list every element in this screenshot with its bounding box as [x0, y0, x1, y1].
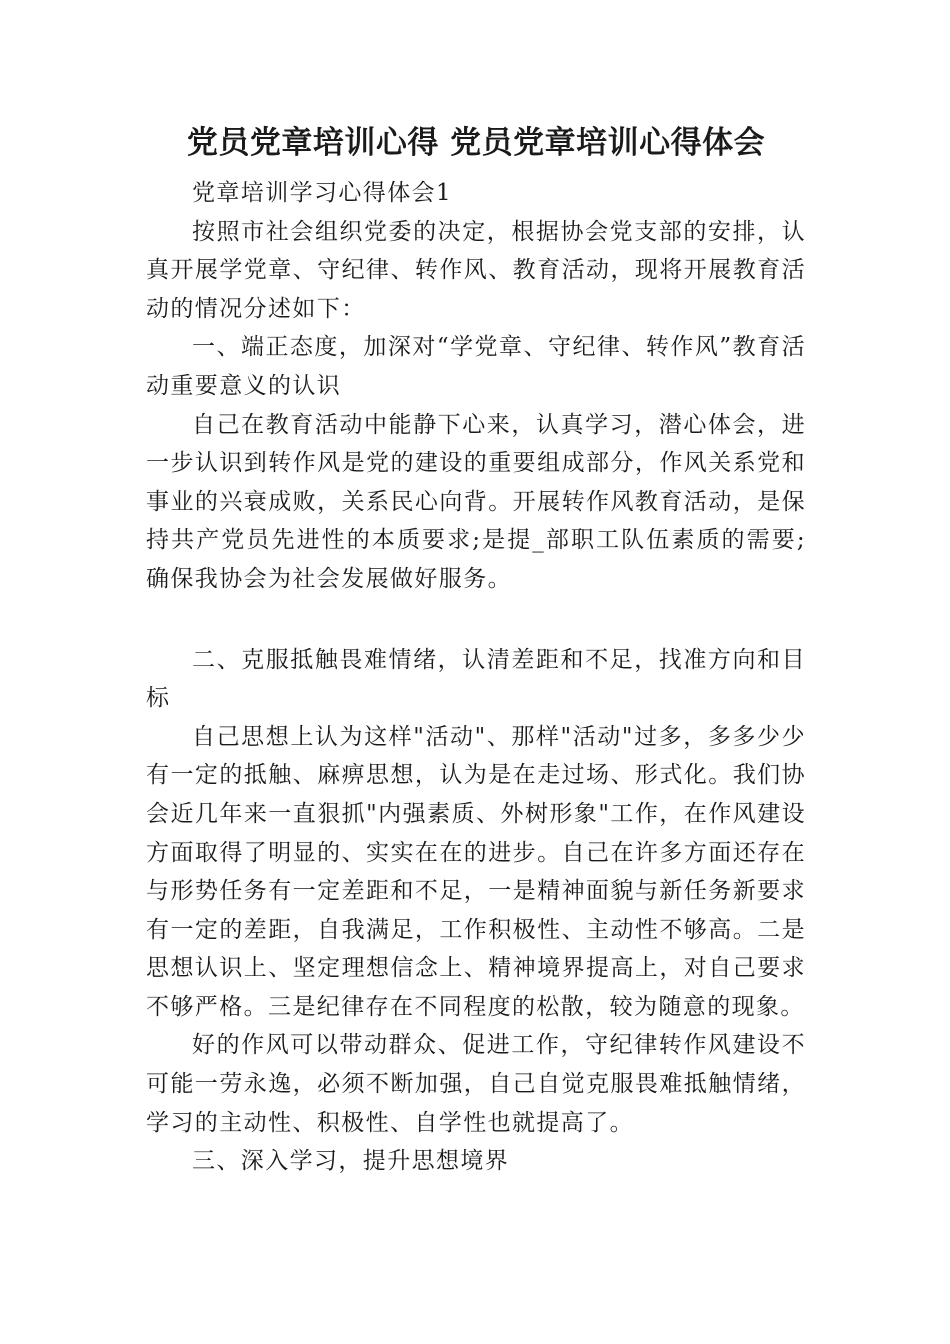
paragraph: 自己思想上认为这样"活动"、那样"活动"过多，多多少少有一定的抵触、麻痹思想，认为是在走过场、形式化。我们协会近几年来一直狠抓"内强素质、外树形象"工作，在作风建设方面取得了明显的、实实在在的进步。自己在许多方面还存在与形势任务有一定差距和不足，一是精神面貌与新任务新要求有一定的差距，自我满足，工作积极性、主动性不够高。二是思想认识上、坚定理想信念上、精神境界提高上，对自己要求不够严格。三是纪律存在不同程度的松散，较为随意的现象。 — [146, 723, 806, 1020]
document-title: 党员党章培训心得 党员党章培训心得体会 — [186, 125, 766, 161]
section-heading: 一、端正态度，加深对“学党章、守纪律、转作风”教育活动重要意义的认识 — [146, 334, 806, 399]
blank-line — [146, 599, 806, 641]
section-heading: 三、深入学习，提升思想境界 — [192, 1148, 510, 1175]
paragraph: 自己在教育活动中能静下心来，认真学习，潜心体会，进一步认识到转作风是党的建设的重要组成部分，作风关系党和事业的兴衰成败，关系民心向背。开展转作风教育活动，是保持共产党员先进性的本质要求;是提_部职工队伍素质的需要;确保我协会为社会发展做好服务。 — [146, 411, 806, 592]
paragraph: 按照市社会组织党委的决定，根据协会党支部的安排，认真开展学党章、守纪律、转作风、教育活动，现将开展教育活动的情况分述如下： — [146, 218, 806, 322]
section-heading: 二、克服抵触畏难情绪，认清差距和不足，找准方向和目标 — [146, 646, 806, 712]
paragraph: 好的作风可以带动群众、促进工作，守纪律转作风建设不可能一劳永逸，必须不断加强，自己自觉克服畏难抵触情绪，学习的主动性、积极性、自学性也就提高了。 — [146, 1032, 806, 1136]
document-subtitle: 党章培训学习心得体会1 — [192, 180, 453, 206]
document-page — [146, 112, 806, 1181]
